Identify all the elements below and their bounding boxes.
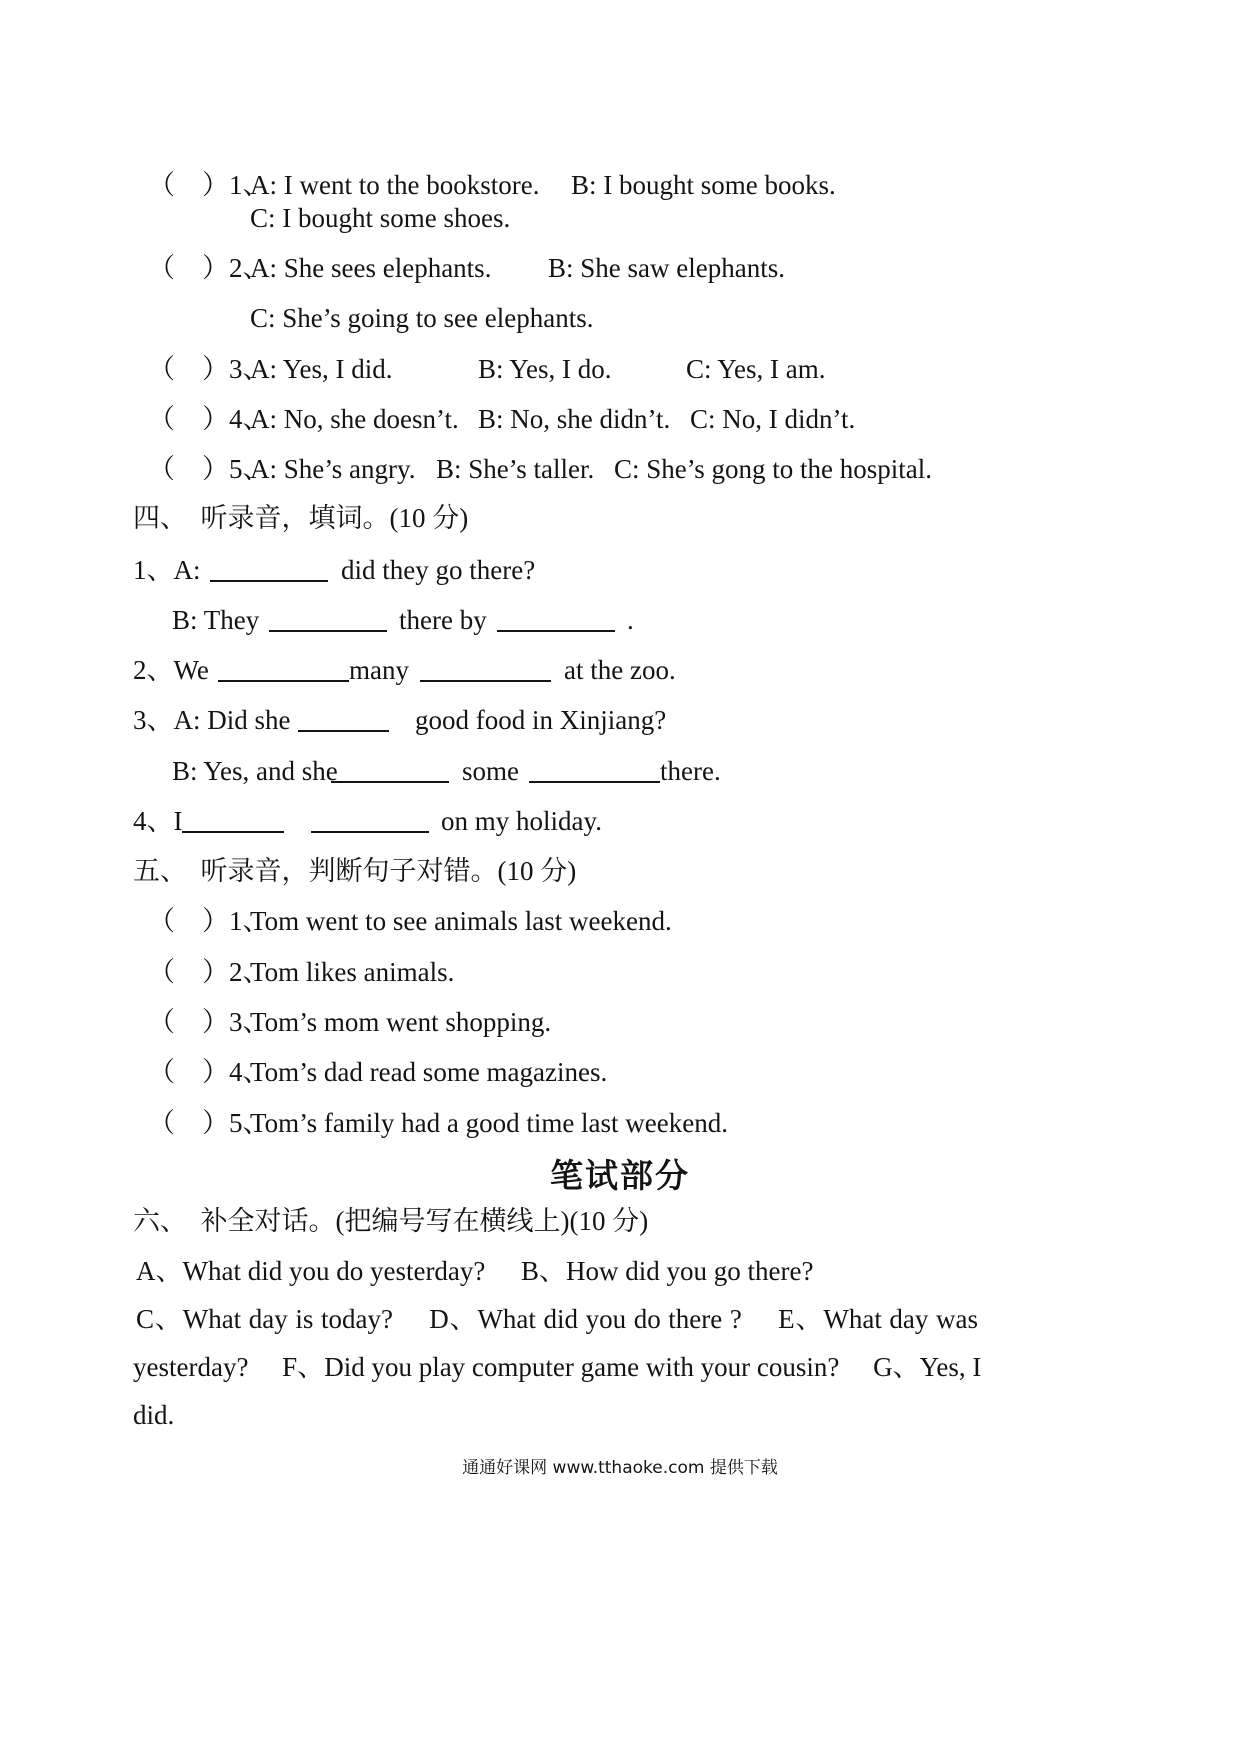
s3-q5-option-a: A: She’s angry. bbox=[250, 454, 416, 484]
s4-l2-pre: B: They bbox=[172, 605, 260, 635]
written-section-title: 笔试部分 bbox=[550, 1156, 690, 1195]
s3-q4-option-a: A: No, she doesn’t. bbox=[250, 404, 459, 434]
s3-q5-option-c: C: She’s gong to the hospital. bbox=[614, 454, 933, 484]
s5-heading-text: 五、 听录音，判断句子对错。(10 分) bbox=[133, 856, 577, 886]
answer-blank[interactable] bbox=[269, 630, 387, 632]
s3-q2-option-a: A: She sees elephants. bbox=[250, 253, 492, 283]
s4-l3-end: at the zoo. bbox=[564, 655, 676, 685]
s5-item-num: （ ）5、 bbox=[148, 1108, 270, 1138]
s4-l4-end: good food in Xinjiang? bbox=[415, 705, 667, 735]
s5-item-text: Tom likes animals. bbox=[250, 957, 455, 987]
s3-q1-option-b: B: I bought some books. bbox=[571, 170, 836, 200]
s3-q1-option-a: A: I went to the bookstore. bbox=[250, 170, 540, 200]
answer-blank[interactable] bbox=[218, 680, 349, 682]
answer-blank[interactable] bbox=[497, 630, 615, 632]
s4-l4-pre: 3、A: Did she bbox=[133, 705, 291, 735]
s6-options-line4: did. bbox=[133, 1400, 175, 1430]
answer-blank[interactable] bbox=[298, 730, 389, 732]
s3-q3-num: （ ）3、 bbox=[148, 354, 270, 384]
s3-q4-option-c: C: No, I didn’t. bbox=[690, 404, 856, 434]
s4-heading-text: 四、 听录音，填词。(10 分) bbox=[133, 503, 469, 533]
s5-item-text: Tom went to see animals last weekend. bbox=[250, 906, 672, 936]
s5-item-text: Tom’s dad read some magazines. bbox=[250, 1057, 608, 1087]
s4-l6-end: on my holiday. bbox=[441, 806, 602, 836]
s6-options-line2: C、What day is today? D、What did you do there ? E、What day was bbox=[136, 1304, 978, 1334]
s3-q2-option-b: B: She saw elephants. bbox=[548, 253, 785, 283]
s3-q5-num: （ ）5、 bbox=[148, 454, 270, 484]
s4-l2-end: . bbox=[627, 605, 634, 635]
answer-blank[interactable] bbox=[420, 680, 551, 682]
s4-l1-num: 1、A: bbox=[133, 555, 201, 585]
answer-blank[interactable] bbox=[182, 831, 284, 833]
s3-q4-num: （ ）4、 bbox=[148, 404, 270, 434]
s5-item-text: Tom’s mom went shopping. bbox=[250, 1007, 552, 1037]
s3-q2-option-c: C: She’s going to see elephants. bbox=[250, 303, 594, 333]
s3-q1-num: （ ）1、 bbox=[148, 170, 270, 200]
s4-l5-pre: B: Yes, and she bbox=[172, 756, 338, 786]
s3-q5-option-b: B: She’s taller. bbox=[436, 454, 595, 484]
s4-l5-mid: some bbox=[462, 756, 519, 786]
s5-item-num: （ ）2、 bbox=[148, 957, 270, 987]
s4-l1-text: did they go there? bbox=[341, 555, 536, 585]
s3-q4-option-b: B: No, she didn’t. bbox=[478, 404, 671, 434]
s3-q3-option-c: C: Yes, I am. bbox=[686, 354, 826, 384]
s3-q3-option-a: A: Yes, I did. bbox=[250, 354, 393, 384]
answer-blank[interactable] bbox=[529, 781, 660, 783]
s5-item-num: （ ）4、 bbox=[148, 1057, 270, 1087]
s6-options-line3: yesterday? F、Did you play computer game with your cousin? G、Yes, I bbox=[133, 1352, 982, 1382]
page-footer: 通通好课网 www.tthaoke.com 提供下载 bbox=[462, 1458, 778, 1478]
s3-q2-num: （ ）2、 bbox=[148, 253, 270, 283]
s5-item-text: Tom’s family had a good time last weekend. bbox=[250, 1108, 728, 1138]
s4-l3-num: 2、We bbox=[133, 655, 209, 685]
s4-l3-mid: many bbox=[349, 655, 409, 685]
s4-l2-mid: there by bbox=[399, 605, 487, 635]
answer-blank[interactable] bbox=[210, 580, 328, 582]
s4-l5-end: there. bbox=[660, 756, 721, 786]
s3-q3-option-b: B: Yes, I do. bbox=[478, 354, 612, 384]
s5-item-num: （ ）1、 bbox=[148, 906, 270, 936]
answer-blank[interactable] bbox=[331, 781, 449, 783]
s5-item-num: （ ）3、 bbox=[148, 1007, 270, 1037]
s6-option-b: B、How did you go there? bbox=[521, 1256, 814, 1286]
s6-heading-text: 六、 补全对话。(把编号写在横线上)(10 分) bbox=[133, 1206, 649, 1236]
s3-q1-option-c: C: I bought some shoes. bbox=[250, 203, 511, 233]
answer-blank[interactable] bbox=[311, 831, 429, 833]
s6-option-a: A、What did you do yesterday? bbox=[136, 1256, 486, 1286]
s4-l6-pre: 4、I bbox=[133, 806, 183, 836]
